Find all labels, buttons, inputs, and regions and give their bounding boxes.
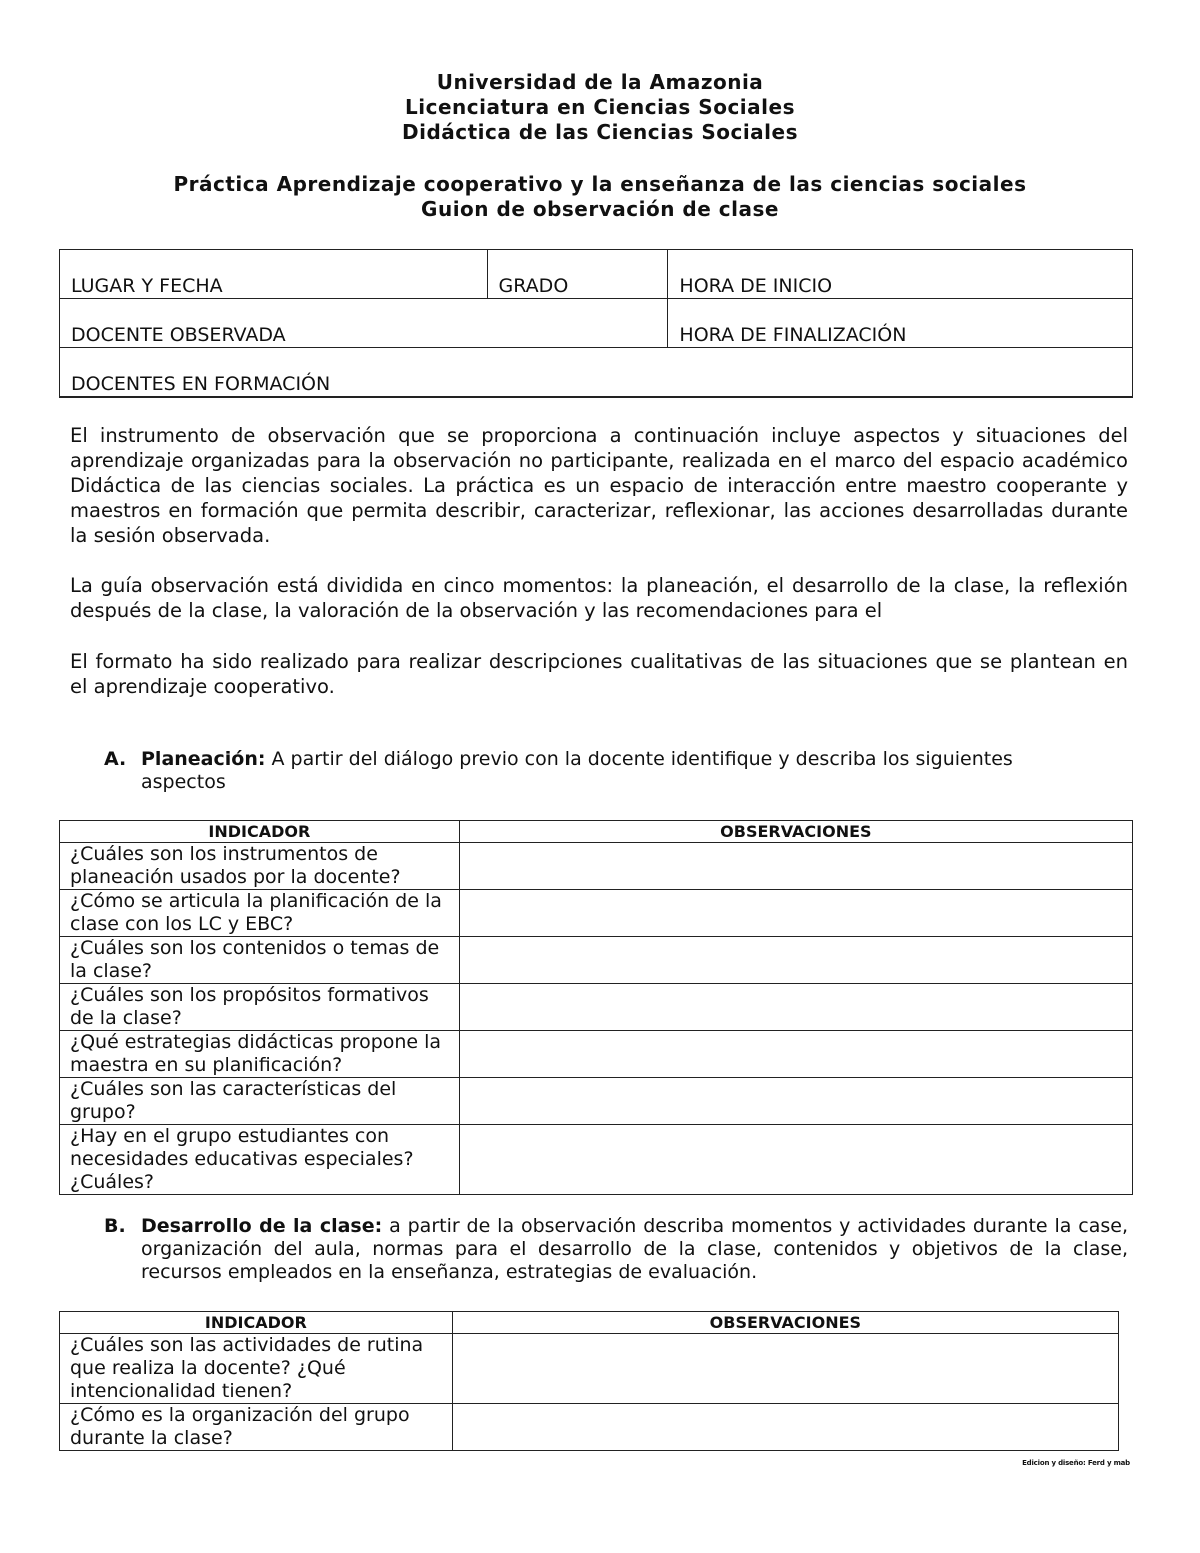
start-time-field[interactable]: HORA DE INICIO: [668, 250, 1133, 299]
observation-cell[interactable]: [459, 1031, 1132, 1078]
section-b-letter: B.: [104, 1215, 126, 1237]
observation-cell[interactable]: [459, 1125, 1132, 1195]
development-table: [59, 1311, 1119, 1451]
observation-cell[interactable]: [459, 937, 1132, 984]
observation-cell[interactable]: [452, 1404, 1118, 1451]
observations-header: OBSERVACIONES: [459, 821, 1132, 843]
table-row: ¿Cuáles son los propósitos formativos de la clase?: [60, 984, 460, 1031]
section-b-text: a partir de la observación describa momentos y actividades durante la case, organización del aula, normas para el desarrollo de la clase, contenidos y objetivos de la clase, recursos empleados en la enseñanza, estrategias de evaluación.: [141, 1215, 1128, 1283]
guide-title: Guion de observación de clase: [421, 197, 779, 221]
observation-cell[interactable]: [459, 843, 1132, 890]
table-row: ¿Cómo se articula la planificación de la clase con los LC y EBC?: [60, 890, 460, 937]
grade-field[interactable]: GRADO: [487, 250, 668, 299]
table-row: ¿Cuáles son los contenidos o temas de la clase?: [60, 937, 460, 984]
intro-paragraph-3: El formato ha sido realizado para realizar descripciones cualitativas de las situaciones que se plantean en el aprendizaje cooperativo.: [70, 650, 1128, 698]
section-b: [104, 1215, 1128, 1284]
intro-paragraph-1: El instrumento de observación que se proporciona a continuación incluye aspectos y situaciones del aprendizaje organizadas para la observación no participante, realizada en el marco del espacio académico Didáctica de las ciencias sociales. La práctica es un espacio de interacción entre maestro cooperante y maestros en formación que permita describir, caracterizar, reflexionar, las acciones desarrolladas durante la sesión observada.: [70, 424, 1128, 547]
course-name: Didáctica de las Ciencias Sociales: [401, 120, 798, 144]
document-header: [0, 70, 1200, 222]
table-row: ¿Cuáles son los instrumentos de planeación usados por la docente?: [60, 843, 460, 890]
intro-paragraph-2: La guía observación está dividida en cinco momentos: la planeación, el desarrollo de la clase, la reflexión después de la clase, la valoración de la observación y las recomendaciones para el: [70, 574, 1128, 622]
section-b-title: Desarrollo de la clase:: [141, 1215, 383, 1237]
observation-cell[interactable]: [459, 984, 1132, 1031]
section-a-letter: A.: [104, 748, 127, 770]
practice-title: Práctica Aprendizaje cooperativo y la enseñanza de las ciencias sociales: [173, 172, 1027, 196]
planning-table: [59, 820, 1133, 1195]
table-row: ¿Hay en el grupo estudiantes con necesidades educativas especiales? ¿Cuáles?: [60, 1125, 460, 1195]
class-info-table: [59, 249, 1133, 398]
section-a: [104, 748, 1064, 794]
table-row: ¿Cuáles son las actividades de rutina que realiza la docente? ¿Qué intencionalidad tienen?: [60, 1334, 453, 1404]
place-date-field[interactable]: LUGAR Y FECHA: [60, 250, 488, 299]
section-a-text: A partir del diálogo previo con la docente identifique y describa los siguientes aspectos: [141, 748, 1013, 793]
end-time-field[interactable]: HORA DE FINALIZACIÓN: [668, 299, 1133, 348]
table-row: ¿Cómo es la organización del grupo durante la clase?: [60, 1404, 453, 1451]
observations-header: OBSERVACIONES: [452, 1312, 1118, 1334]
program-name: Licenciatura en Ciencias Sociales: [405, 95, 795, 119]
observation-cell[interactable]: [452, 1334, 1118, 1404]
table-row: ¿Cuáles son las características del grupo?: [60, 1078, 460, 1125]
university-name: Universidad de la Amazonia: [436, 70, 764, 94]
footer-credit: Edicion y diseño: Ferd y mab: [1022, 1459, 1130, 1467]
trainee-teachers-field[interactable]: DOCENTES EN FORMACIÓN: [60, 348, 1133, 397]
table-row: ¿Qué estrategias didácticas propone la maestra en su planificación?: [60, 1031, 460, 1078]
observation-cell[interactable]: [459, 1078, 1132, 1125]
section-a-title: Planeación:: [141, 748, 266, 770]
indicator-header: INDICADOR: [60, 1312, 453, 1334]
observed-teacher-field[interactable]: DOCENTE OBSERVADA: [60, 299, 668, 348]
indicator-header: INDICADOR: [60, 821, 460, 843]
observation-cell[interactable]: [459, 890, 1132, 937]
